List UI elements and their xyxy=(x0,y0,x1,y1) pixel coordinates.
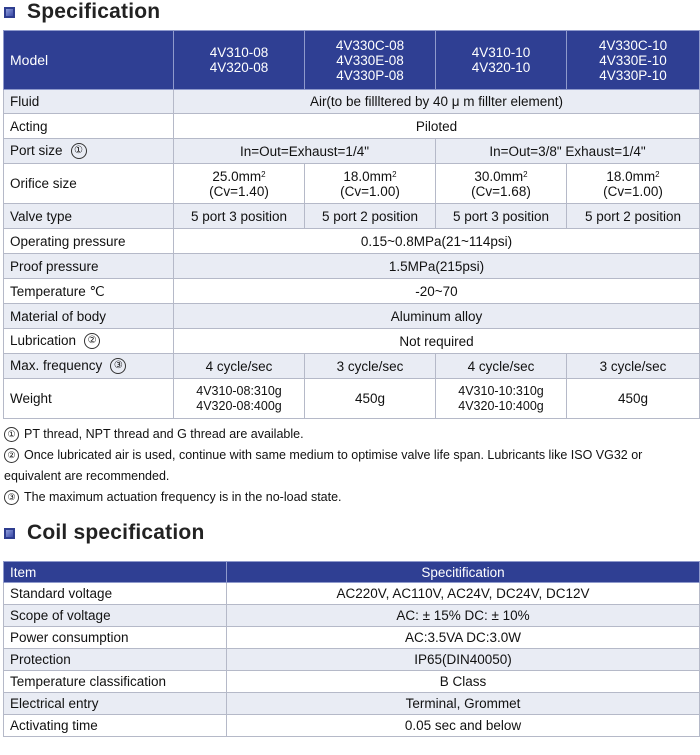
row-value: 4 cycle/sec xyxy=(174,354,305,379)
table-row xyxy=(4,649,700,671)
table-row xyxy=(4,279,700,304)
row-value: $18.0mm^2$ (Cv=1.00) xyxy=(567,164,700,204)
row-value: Aluminum alloy xyxy=(174,304,700,329)
row-label: Operating pressure xyxy=(4,229,174,254)
model-cell: 4V330C-10 4V330E-10 4V330P-10 xyxy=(567,31,700,90)
row-value: AC220V, AC110V, AC24V, DC24V, DC12V xyxy=(227,583,700,605)
row-value: -20~70 xyxy=(174,279,700,304)
row-label: Electrical entry xyxy=(4,693,227,715)
row-value: $18.0mm^2$ (Cv=1.00) xyxy=(305,164,436,204)
table-row xyxy=(4,114,700,139)
coil-specification-title: Coil specification xyxy=(27,521,205,544)
row-label: Activating time xyxy=(4,715,227,737)
table-row xyxy=(4,229,700,254)
row-label: Orifice size xyxy=(4,164,174,204)
row-label: Lubrication ② xyxy=(4,329,174,354)
row-value: $25.0mm^2$ (Cv=1.40) xyxy=(174,164,305,204)
row-value: In=Out=3/8" Exhaust=1/4" xyxy=(436,139,700,164)
table-row xyxy=(4,627,700,649)
row-value: 0.05 sec and below xyxy=(227,715,700,737)
specification-heading xyxy=(4,0,160,24)
row-label: Valve type xyxy=(4,204,174,229)
row-value: 450g xyxy=(567,379,700,419)
table-row xyxy=(4,671,700,693)
table-row xyxy=(4,354,700,379)
coil-specification-table xyxy=(3,561,700,737)
row-value: 0.15~0.8MPa(21~114psi) xyxy=(174,229,700,254)
row-label: Temperature classification xyxy=(4,671,227,693)
row-value: Air(to be fillltered by 40 μ m fillter element) xyxy=(174,90,700,114)
model-label: Model xyxy=(4,31,174,90)
table-row xyxy=(4,164,700,204)
row-value: 3 cycle/sec xyxy=(567,354,700,379)
row-value: Terminal, Grommet xyxy=(227,693,700,715)
row-value: 4V310-08:310g 4V320-08:400g xyxy=(174,379,305,419)
note-1-marker: ① xyxy=(71,143,87,159)
table-row xyxy=(4,90,700,114)
table-row xyxy=(4,304,700,329)
footnote-3: ③ The maximum actuation frequency is in the no-load state. xyxy=(4,487,696,508)
model-cell: 4V310-08 4V320-08 xyxy=(174,31,305,90)
row-value: 4V310-10:310g 4V320-10:400g xyxy=(436,379,567,419)
row-value: 4 cycle/sec xyxy=(436,354,567,379)
note-2-marker: ② xyxy=(84,333,100,349)
table-row xyxy=(4,693,700,715)
row-label: Standard voltage xyxy=(4,583,227,605)
model-cell: 4V330C-08 4V330E-08 4V330P-08 xyxy=(305,31,436,90)
table-row xyxy=(4,254,700,279)
table-row xyxy=(4,204,700,229)
square-bullet-icon xyxy=(4,7,15,18)
row-label: Weight xyxy=(4,379,174,419)
footnotes xyxy=(4,424,696,508)
model-cell: 4V310-10 4V320-10 xyxy=(436,31,567,90)
row-label: Fluid xyxy=(4,90,174,114)
row-value: $30.0mm^2$ (Cv=1.68) xyxy=(436,164,567,204)
specification-title: Specification xyxy=(27,0,161,23)
row-value: Piloted xyxy=(174,114,700,139)
table-row xyxy=(4,583,700,605)
row-label: Protection xyxy=(4,649,227,671)
table-header-row xyxy=(4,562,700,583)
square-bullet-icon xyxy=(4,528,15,539)
row-label: Acting xyxy=(4,114,174,139)
column-header-spec: Specitification xyxy=(227,562,700,583)
row-label: Max. frequency ③ xyxy=(4,354,174,379)
row-label: Port size ① xyxy=(4,139,174,164)
row-value: In=Out=Exhaust=1/4" xyxy=(174,139,436,164)
table-header-row xyxy=(4,31,700,90)
row-value: Not required xyxy=(174,329,700,354)
table-row xyxy=(4,605,700,627)
row-value: 5 port 2 position xyxy=(305,204,436,229)
note-3-marker: ③ xyxy=(110,358,126,374)
table-row xyxy=(4,329,700,354)
table-row xyxy=(4,139,700,164)
specification-table xyxy=(3,30,700,419)
row-label: Material of body xyxy=(4,304,174,329)
row-value: AC:3.5VA DC:3.0W xyxy=(227,627,700,649)
row-value: 5 port 3 position xyxy=(436,204,567,229)
row-value: AC: ± 15% DC: ± 10% xyxy=(227,605,700,627)
table-row xyxy=(4,379,700,419)
row-label: Scope of voltage xyxy=(4,605,227,627)
row-label: Temperature ℃ xyxy=(4,279,174,304)
row-label: Proof pressure xyxy=(4,254,174,279)
row-value: B Class xyxy=(227,671,700,693)
row-value: IP65(DIN40050) xyxy=(227,649,700,671)
footnote-2: ② Once lubricated air is used, continue with same medium to optimise valve life span. Lubricants like ISO VG32 or xyxy=(4,445,696,466)
row-value: 3 cycle/sec xyxy=(305,354,436,379)
row-value: 1.5MPa(215psi) xyxy=(174,254,700,279)
coil-specification-heading xyxy=(4,521,204,545)
column-header-item: Item xyxy=(4,562,227,583)
row-value: 5 port 3 position xyxy=(174,204,305,229)
footnote-1: ① PT thread, NPT thread and G thread are available. xyxy=(4,424,696,445)
table-row xyxy=(4,715,700,737)
footnote-2-continued: equivalent are recommended. xyxy=(4,469,170,483)
row-value: 5 port 2 position xyxy=(567,204,700,229)
row-value: 450g xyxy=(305,379,436,419)
row-label: Power consumption xyxy=(4,627,227,649)
